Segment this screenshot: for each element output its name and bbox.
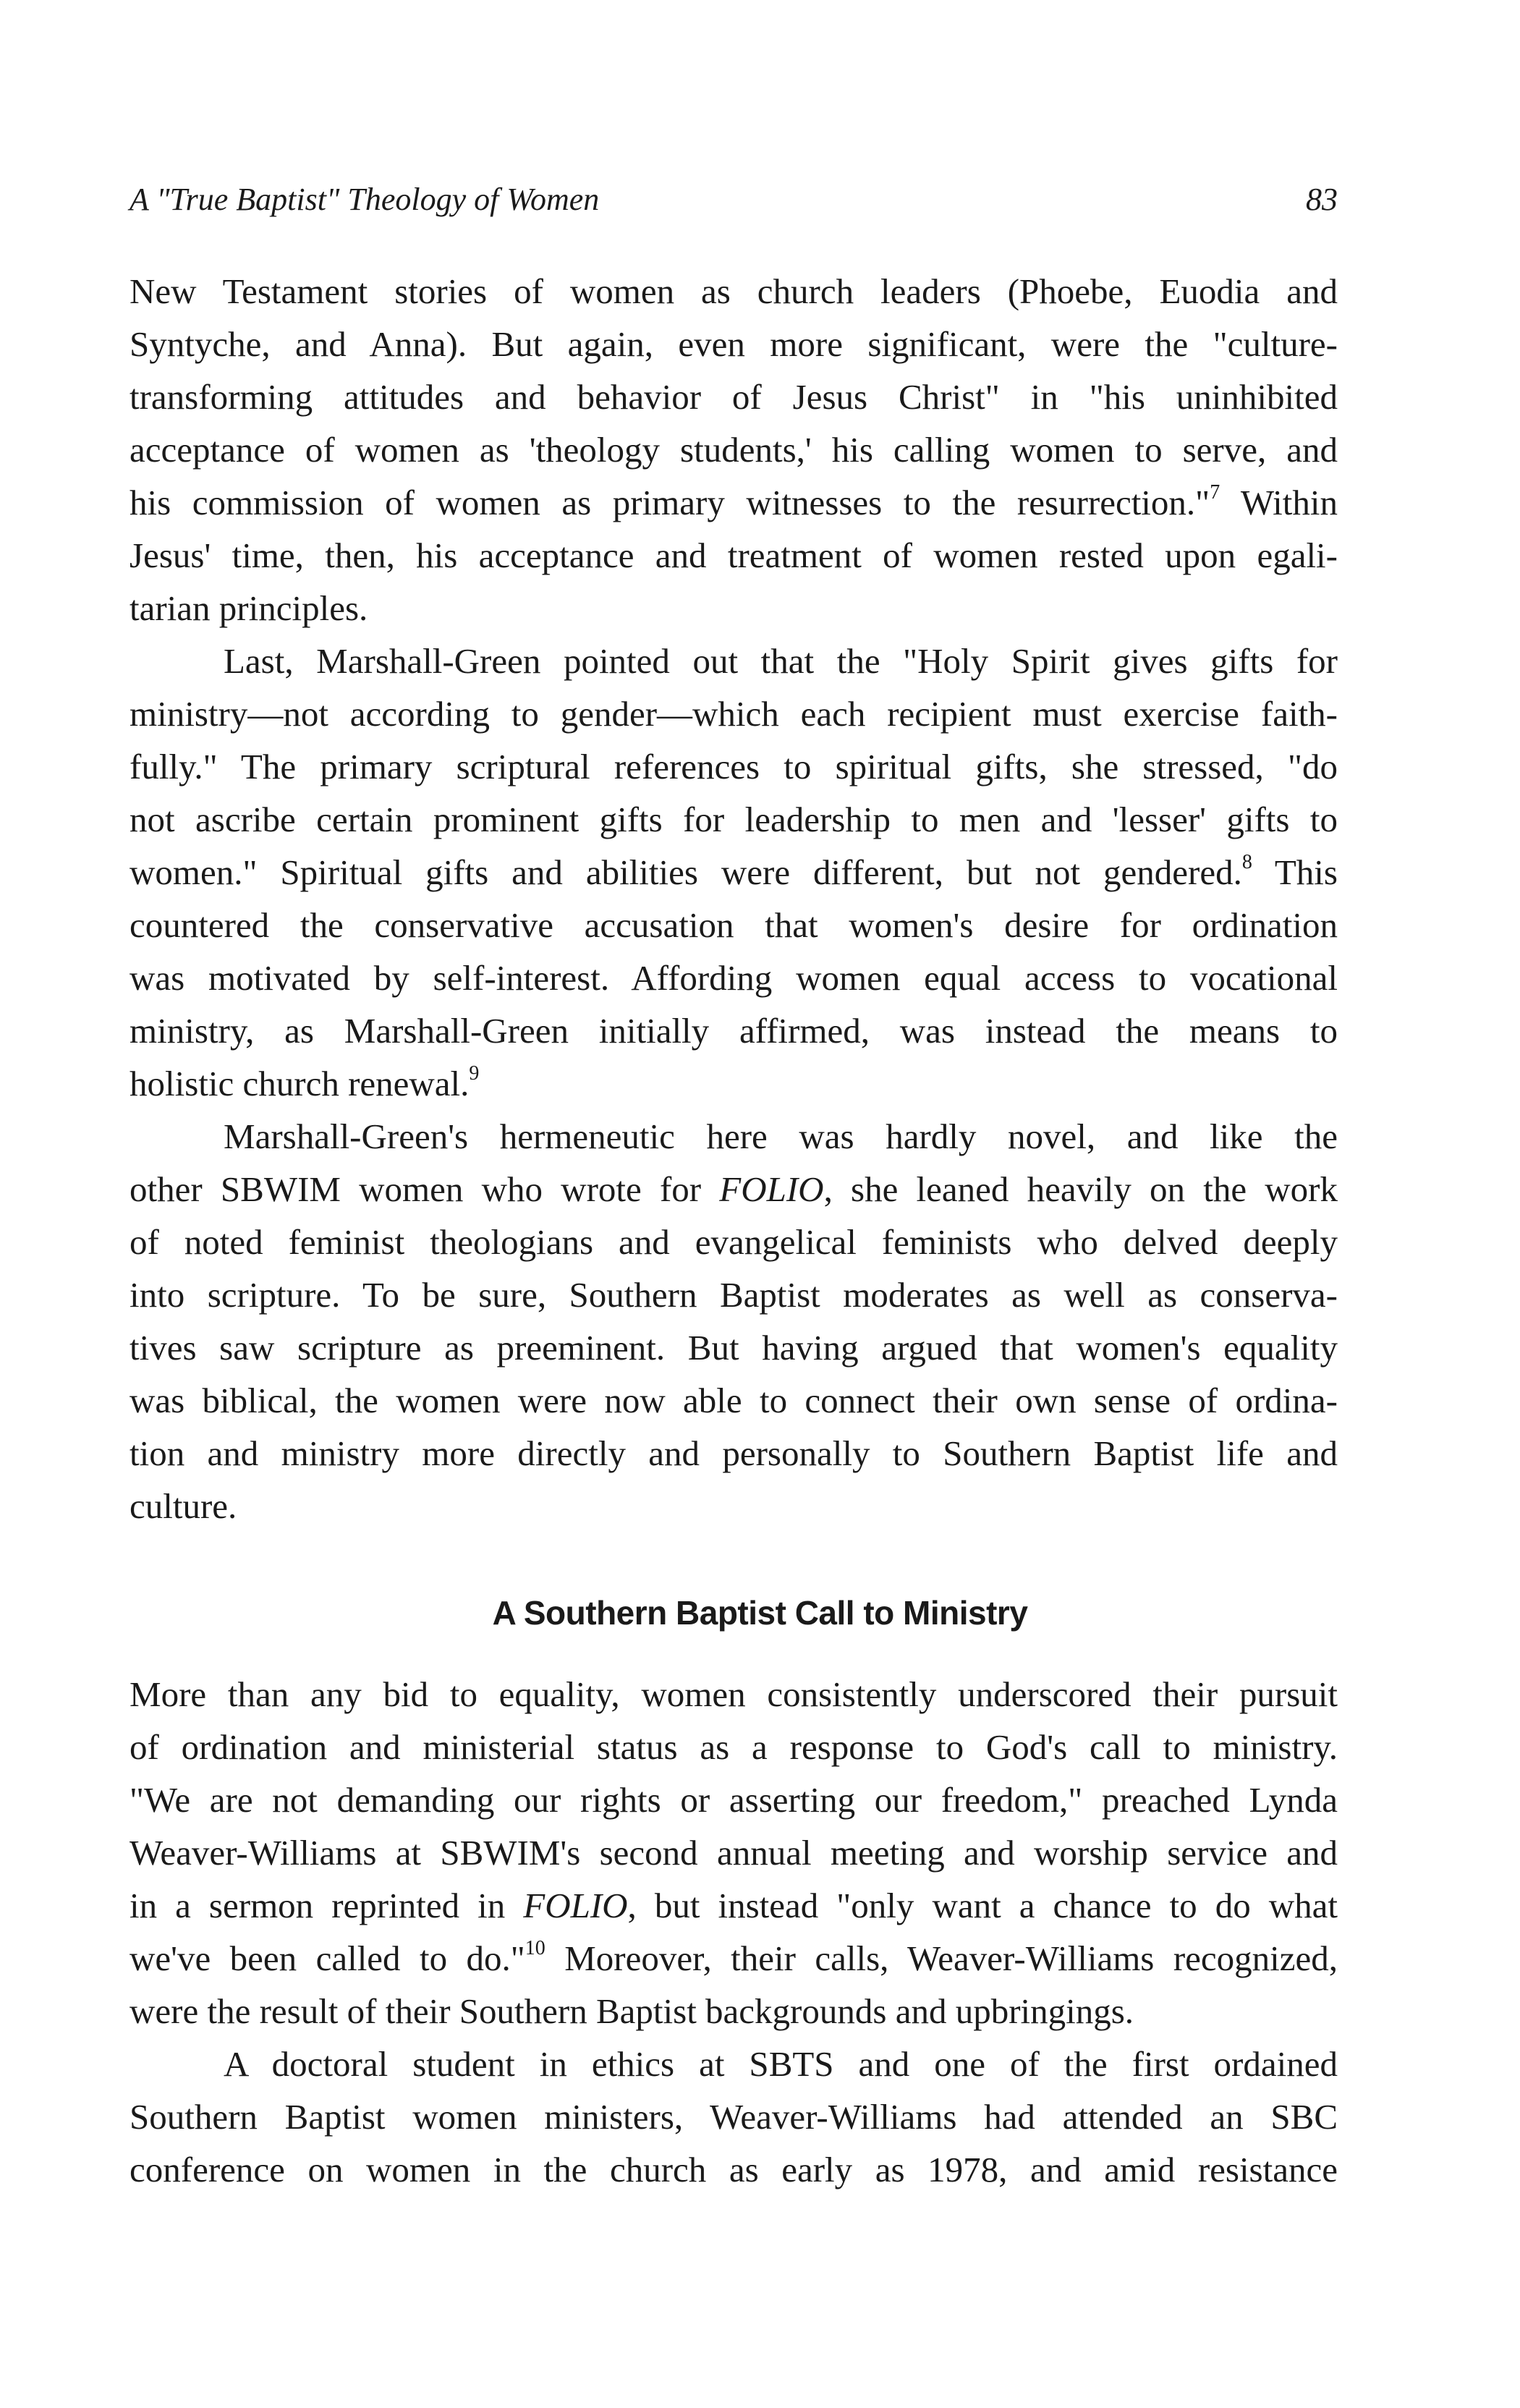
- text-line: [130, 1326, 1338, 1370]
- footnote-marker: 7: [1210, 481, 1220, 504]
- text-segment: of noted feminist theologians and evangelical feminists who delved deeply: [130, 1222, 1338, 1262]
- text-line: [130, 2095, 1338, 2139]
- text-line: [130, 957, 1338, 1000]
- text-line: [130, 1221, 1338, 1264]
- text-segment: of ordination and ministerial status as a response to God's call to ministry.: [130, 1727, 1338, 1767]
- text-line: [130, 323, 1338, 366]
- text-segment: More than any bid to equality, women consistently underscored their pursuit: [130, 1674, 1338, 1714]
- text-line: [130, 1432, 1338, 1475]
- running-head: [130, 178, 1338, 221]
- text-line: [130, 1726, 1338, 1769]
- footnote-marker: 8: [1241, 851, 1252, 873]
- text-segment: women." Spiritual gifts and abilities were different, but not gendered.: [130, 852, 1242, 892]
- text-segment: tarian principles.: [130, 588, 368, 628]
- text-segment: Jesus' time, then, his acceptance and treatment of women rested upon egali-: [130, 535, 1338, 575]
- text-segment: holistic church renewal.: [130, 1064, 470, 1103]
- text-line: [130, 534, 1338, 577]
- text-line: [130, 1273, 1338, 1317]
- text-segment: A doctoral student in ethics at SBTS and one of the first ordained: [224, 2044, 1338, 2084]
- text-segment: , she leaned heavily on the work: [823, 1169, 1338, 1209]
- text-segment: , but instead "only want a chance to do what: [627, 1886, 1338, 1925]
- footnote-marker: 10: [525, 1937, 545, 1959]
- text-line: [130, 1990, 1338, 2033]
- text-segment: Moreover, their calls, Weaver-Williams recognized,: [545, 1938, 1338, 1978]
- text-segment: acceptance of women as 'theology students,' his calling women to serve, and: [130, 430, 1338, 470]
- footnote-marker: 9: [469, 1062, 480, 1085]
- text-segment: ministry, as Marshall-Green initially affirmed, was instead the means to: [130, 1011, 1338, 1051]
- text-line: [130, 640, 1338, 683]
- text-line: [130, 1831, 1338, 1875]
- text-line: [130, 1115, 1338, 1158]
- text-segment: transforming attitudes and behavior of Jesus Christ" in "his uninhibited: [130, 377, 1338, 417]
- text-segment: other SBWIM women who wrote for: [130, 1169, 720, 1209]
- text-segment: Weaver-Williams at SBWIM's second annual meeting and worship service and: [130, 1833, 1338, 1873]
- text-segment: was biblical, the women were now able to connect their own sense of ordina-: [130, 1381, 1338, 1420]
- text-segment: into scripture. To be sure, Southern Baptist moderates as well as conserva-: [130, 1275, 1338, 1315]
- text-line: [130, 904, 1338, 947]
- text-segment: conference on women in the church as early as 1978, and amid resistance: [130, 2150, 1338, 2189]
- section-heading: A Southern Baptist Call to Ministry: [492, 1594, 1028, 1632]
- text-line: [130, 428, 1338, 472]
- text-line: [130, 376, 1338, 419]
- italic-title: FOLIO: [719, 1169, 824, 1209]
- text-segment: fully." The primary scriptural references to spiritual gifts, she stressed, "do: [130, 747, 1338, 787]
- text-line: [130, 270, 1338, 313]
- text-line: [130, 1168, 1338, 1211]
- text-segment: New Testament stories of women as church leaders (Phoebe, Euodia and: [130, 271, 1338, 311]
- text-line: [130, 798, 1338, 841]
- text-line: [130, 2043, 1338, 2086]
- running-head-title: A "True Baptist" Theology of Women: [130, 182, 600, 217]
- text-segment: tion and ministry more directly and personally to Southern Baptist life and: [130, 1433, 1338, 1473]
- text-line: [130, 1884, 1338, 1928]
- text-line: [130, 1009, 1338, 1053]
- text-line: [130, 481, 1338, 525]
- text-segment: countered the conservative accusation that women's desire for ordination: [130, 905, 1338, 945]
- text-segment: This: [1252, 852, 1338, 892]
- text-segment: we've been called to do.": [130, 1938, 525, 1978]
- italic-title: FOLIO: [523, 1886, 628, 1925]
- text-line: [130, 1937, 1338, 1980]
- text-segment: tives saw scripture as preeminent. But having argued that women's equality: [130, 1328, 1338, 1368]
- text-line: [130, 1379, 1338, 1423]
- text-line: [130, 587, 1338, 630]
- text-line: [130, 1062, 1338, 1106]
- text-segment: his commission of women as primary witnesses to the resurrection.": [130, 483, 1210, 522]
- text-segment: Marshall-Green's hermeneutic here was hardly novel, and like the: [224, 1116, 1338, 1156]
- text-segment: was motivated by self-interest. Affording women equal access to vocational: [130, 958, 1338, 998]
- text-line: [130, 745, 1338, 789]
- page-number: 83: [1306, 182, 1338, 217]
- text-line: [130, 1673, 1338, 1716]
- text-segment: ministry—not according to gender—which each recipient must exercise faith-: [130, 694, 1338, 734]
- text-line: [130, 692, 1338, 736]
- text-segment: "We are not demanding our rights or asserting our freedom," preached Lynda: [130, 1780, 1338, 1820]
- text-segment: Within: [1220, 483, 1338, 522]
- text-line: [130, 1485, 1338, 1528]
- text-segment: were the result of their Southern Baptist backgrounds and upbringings.: [130, 1991, 1134, 2031]
- text-segment: Syntyche, and Anna). But again, even more significant, were the "culture-: [130, 324, 1338, 364]
- text-segment: Southern Baptist women ministers, Weaver-Williams had attended an SBC: [130, 2097, 1338, 2137]
- text-line: [130, 851, 1338, 894]
- text-segment: not ascribe certain prominent gifts for leadership to men and 'lesser' gifts to: [130, 800, 1338, 839]
- text-segment: culture.: [130, 1486, 237, 1526]
- text-segment: in a sermon reprinted in: [130, 1886, 524, 1925]
- text-line: [130, 1779, 1338, 1822]
- text-line: [130, 2148, 1338, 2192]
- text-segment: Last, Marshall-Green pointed out that the "Holy Spirit gives gifts for: [224, 641, 1338, 681]
